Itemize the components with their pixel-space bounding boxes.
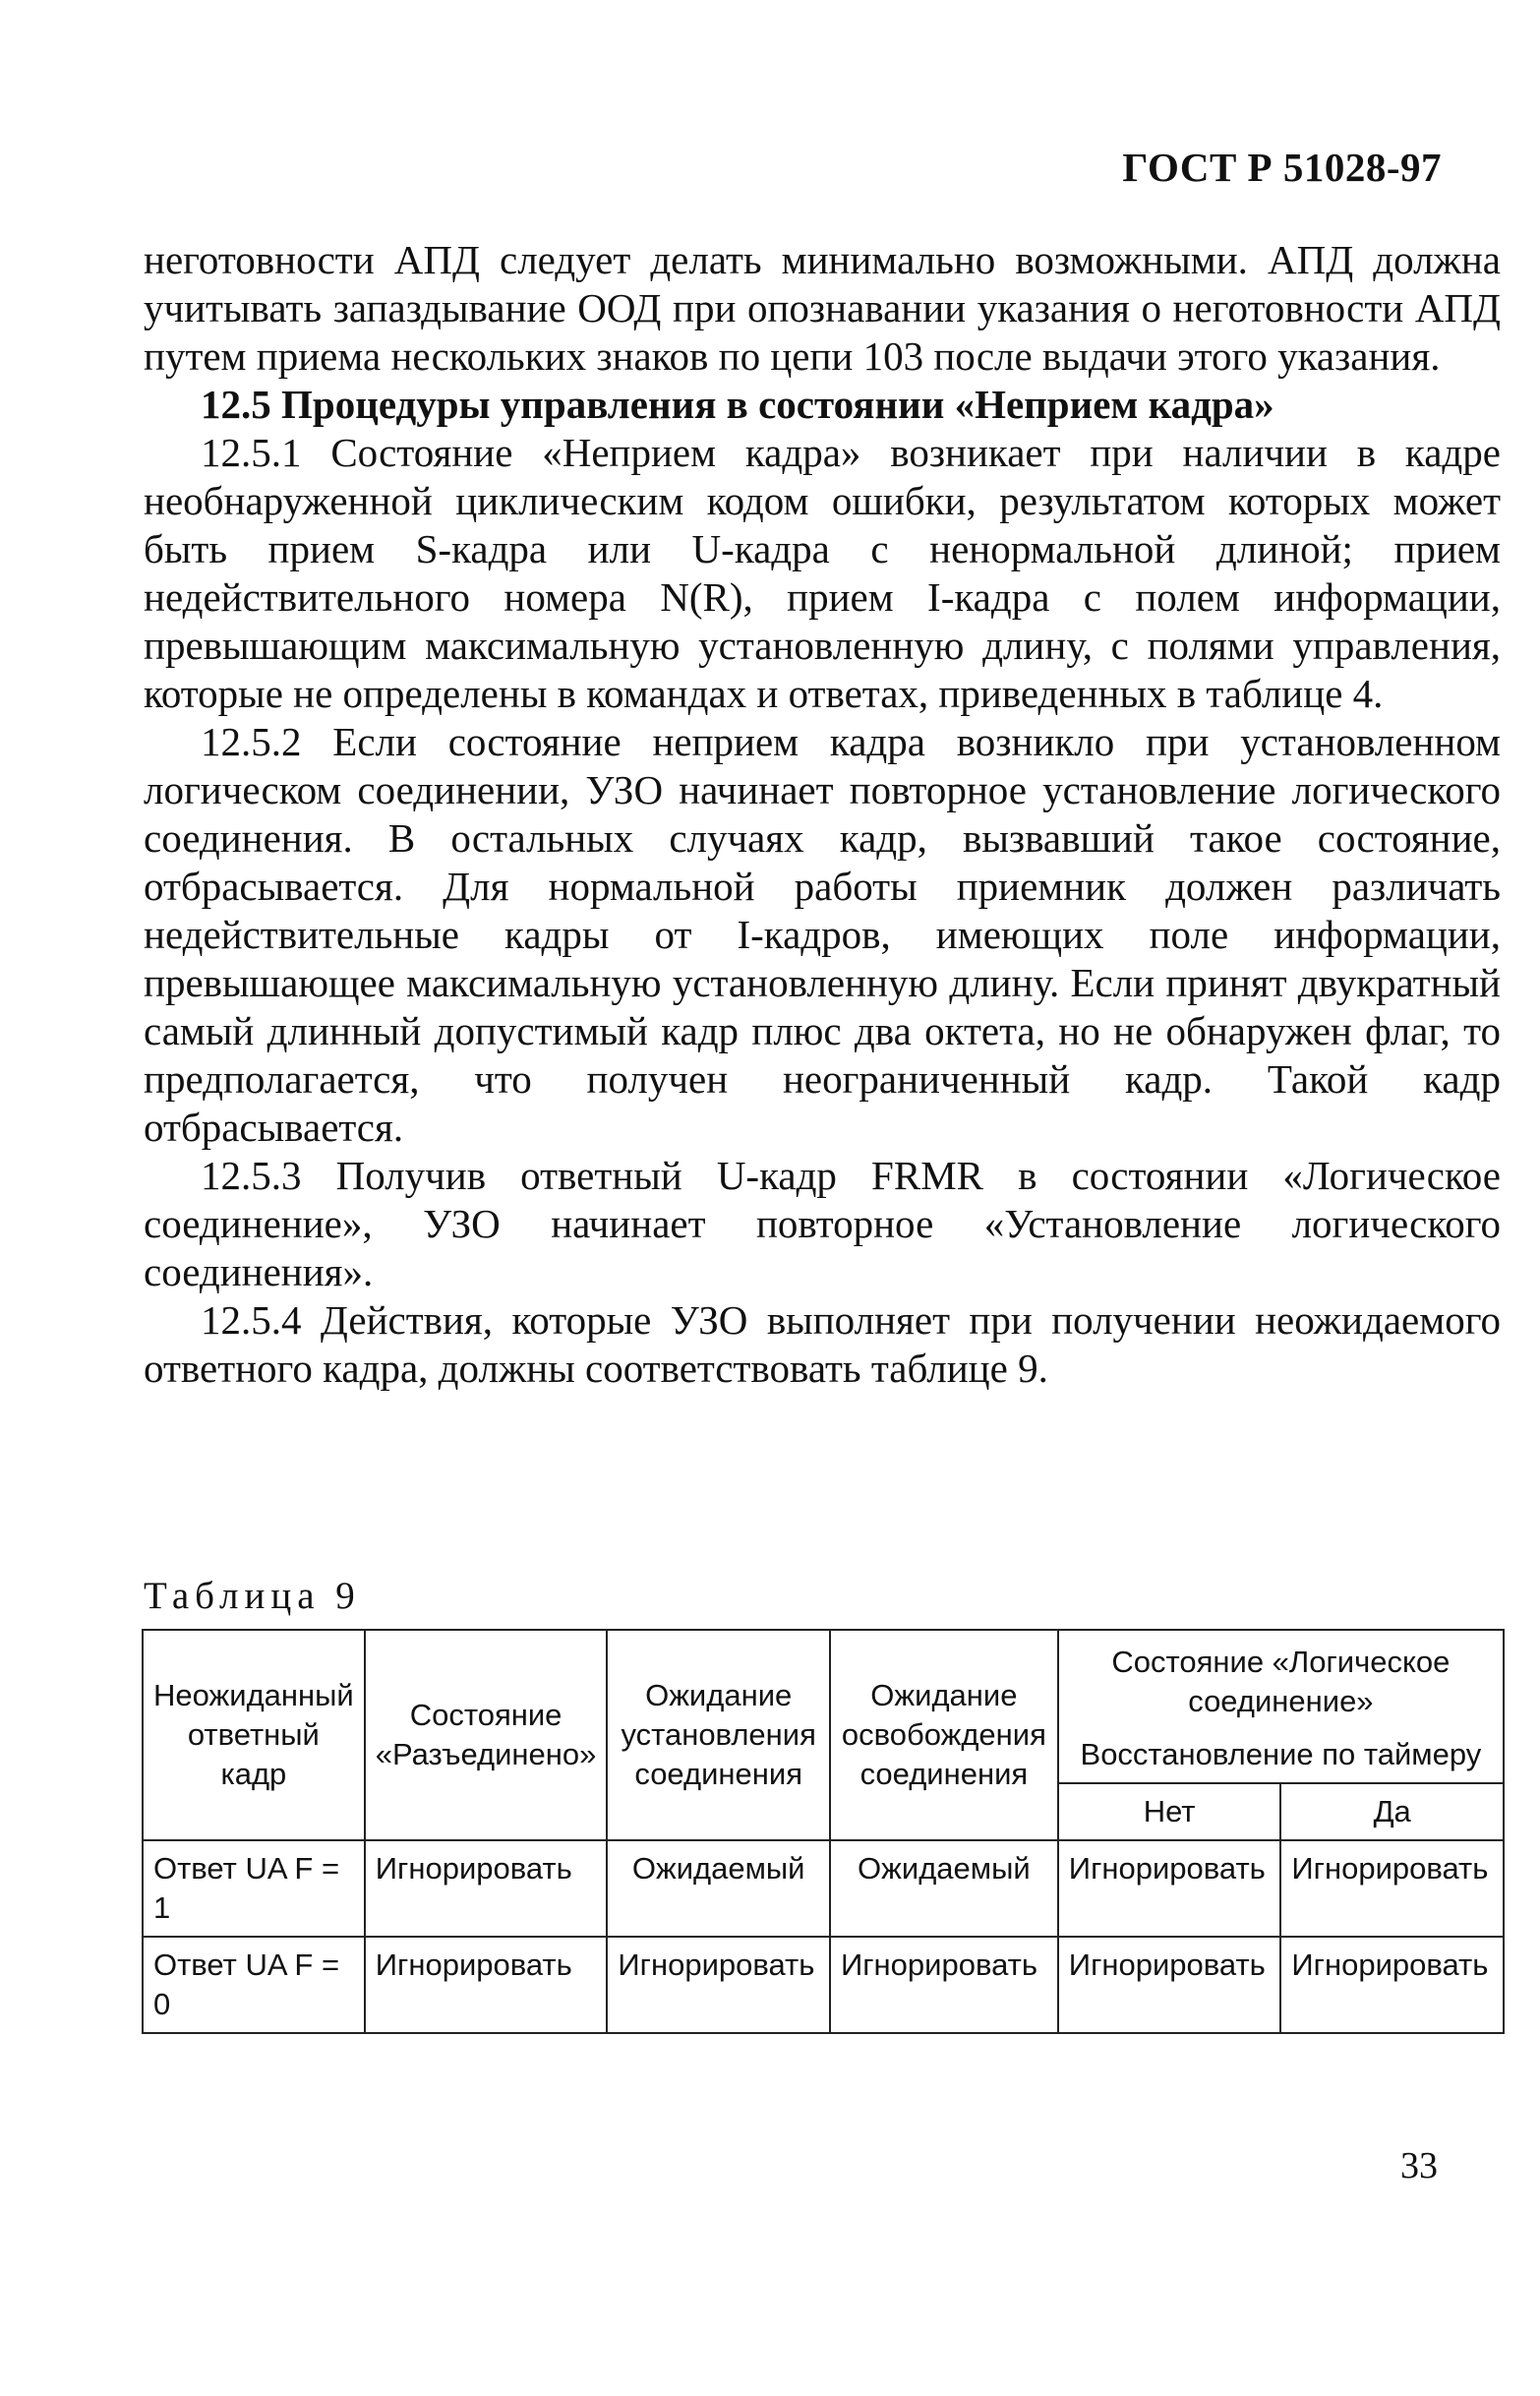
cell-timer-yes: Игнорировать [1280, 1937, 1504, 2033]
cell-await-release: Игнорировать [830, 1937, 1058, 2033]
cell-disconnected: Игнорировать [365, 1840, 608, 1937]
cell-await-release: Ожидаемый [830, 1840, 1058, 1937]
header-yes: Да [1280, 1783, 1504, 1840]
paragraph-continuation: неготовности АПД следует делать минимально возможными. АПД должна учитывать запаздывание ООД при опознавании указания о неготовности АПД путем приема нескольких знаков по цепи 103 после выдачи этого указания. [144, 237, 1501, 379]
paragraph-12-5-2: 12.5.2 Если состояние неприем кадра возникло при установленном логическом соединении, УЗО начинает повторное установление логического соединения. В остальных случаях кадр, вызвавший такое состояние, отбрасывается. Для нормальной работы приемник должен различать недействительные кадры от I-кадров, имеющих поле информации, превышающее максимальную установленную длину. Если принят двукратный самый длинный допустимый кадр плюс два октета, но не обнаружен флаг, то предполагается, что получен неограниченный кадр. Такой кадр отбрасывается. [144, 719, 1501, 1150]
cell-await-setup: Игнорировать [607, 1937, 830, 2033]
header-disconnected: Состояние «Разъединено» [365, 1630, 608, 1840]
header-await-setup: Ожидание установления соединения [607, 1630, 830, 1840]
table-caption: Таблица 9 [144, 1575, 361, 1617]
table-row [143, 1840, 1504, 1937]
header-logical-connection [1058, 1630, 1504, 1783]
paragraph-12-5-3: 12.5.3 Получив ответный U-кадр FRMR в состоянии «Логическое соединение», УЗО начинает повторное «Установление логического соединения». [144, 1153, 1501, 1294]
header-no: Нет [1058, 1783, 1281, 1840]
section-heading-12-5: 12.5 Процедуры управления в состоянии «Неприем кадра» [201, 382, 1274, 427]
header-await-release: Ожидание освобождения соединения [830, 1630, 1058, 1840]
cell-timer-no: Игнорировать [1058, 1840, 1281, 1937]
header-logical-connection-title: Состояние «Логическое соединение» [1111, 1645, 1451, 1718]
page-number: 33 [1400, 2145, 1438, 2186]
table-9 [142, 1629, 1505, 2034]
table-row [143, 1937, 1504, 2033]
cell-await-setup: Ожидаемый [607, 1840, 830, 1937]
body-text [144, 236, 1501, 1393]
cell-timer-yes: Игнорировать [1280, 1840, 1504, 1937]
header-unexpected-frame: Неожиданный ответный кадр [143, 1630, 365, 1840]
paragraph-12-5-4: 12.5.4 Действия, которые УЗО выполняет при получении неожидаемого ответного кадра, должны соответствовать таблице 9. [144, 1297, 1501, 1391]
cell-disconnected: Игнорировать [365, 1937, 608, 2033]
cell-timer-no: Игнорировать [1058, 1937, 1281, 2033]
cell-frame: Ответ UA F = 1 [143, 1840, 365, 1937]
header-timer-recovery: Восстановление по таймеру [1080, 1737, 1482, 1771]
document-id-header: ГОСТ Р 51028-97 [1122, 145, 1442, 190]
paragraph-12-5-1: 12.5.1 Состояние «Неприем кадра» возникает при наличии в кадре необнаруженной циклическим кодом ошибки, результатом которых может быть прием S-кадра или U-кадра с ненормальной длиной; прием недействительного номера N(R), прием I-кадра с полем информации, превышающим максимальную установленную длину, с полями управления, которые не определены в командах и ответах, приведенных в таблице 4. [144, 430, 1501, 716]
cell-frame: Ответ UA F = 0 [143, 1937, 365, 2033]
table-header-row [143, 1630, 1504, 1783]
